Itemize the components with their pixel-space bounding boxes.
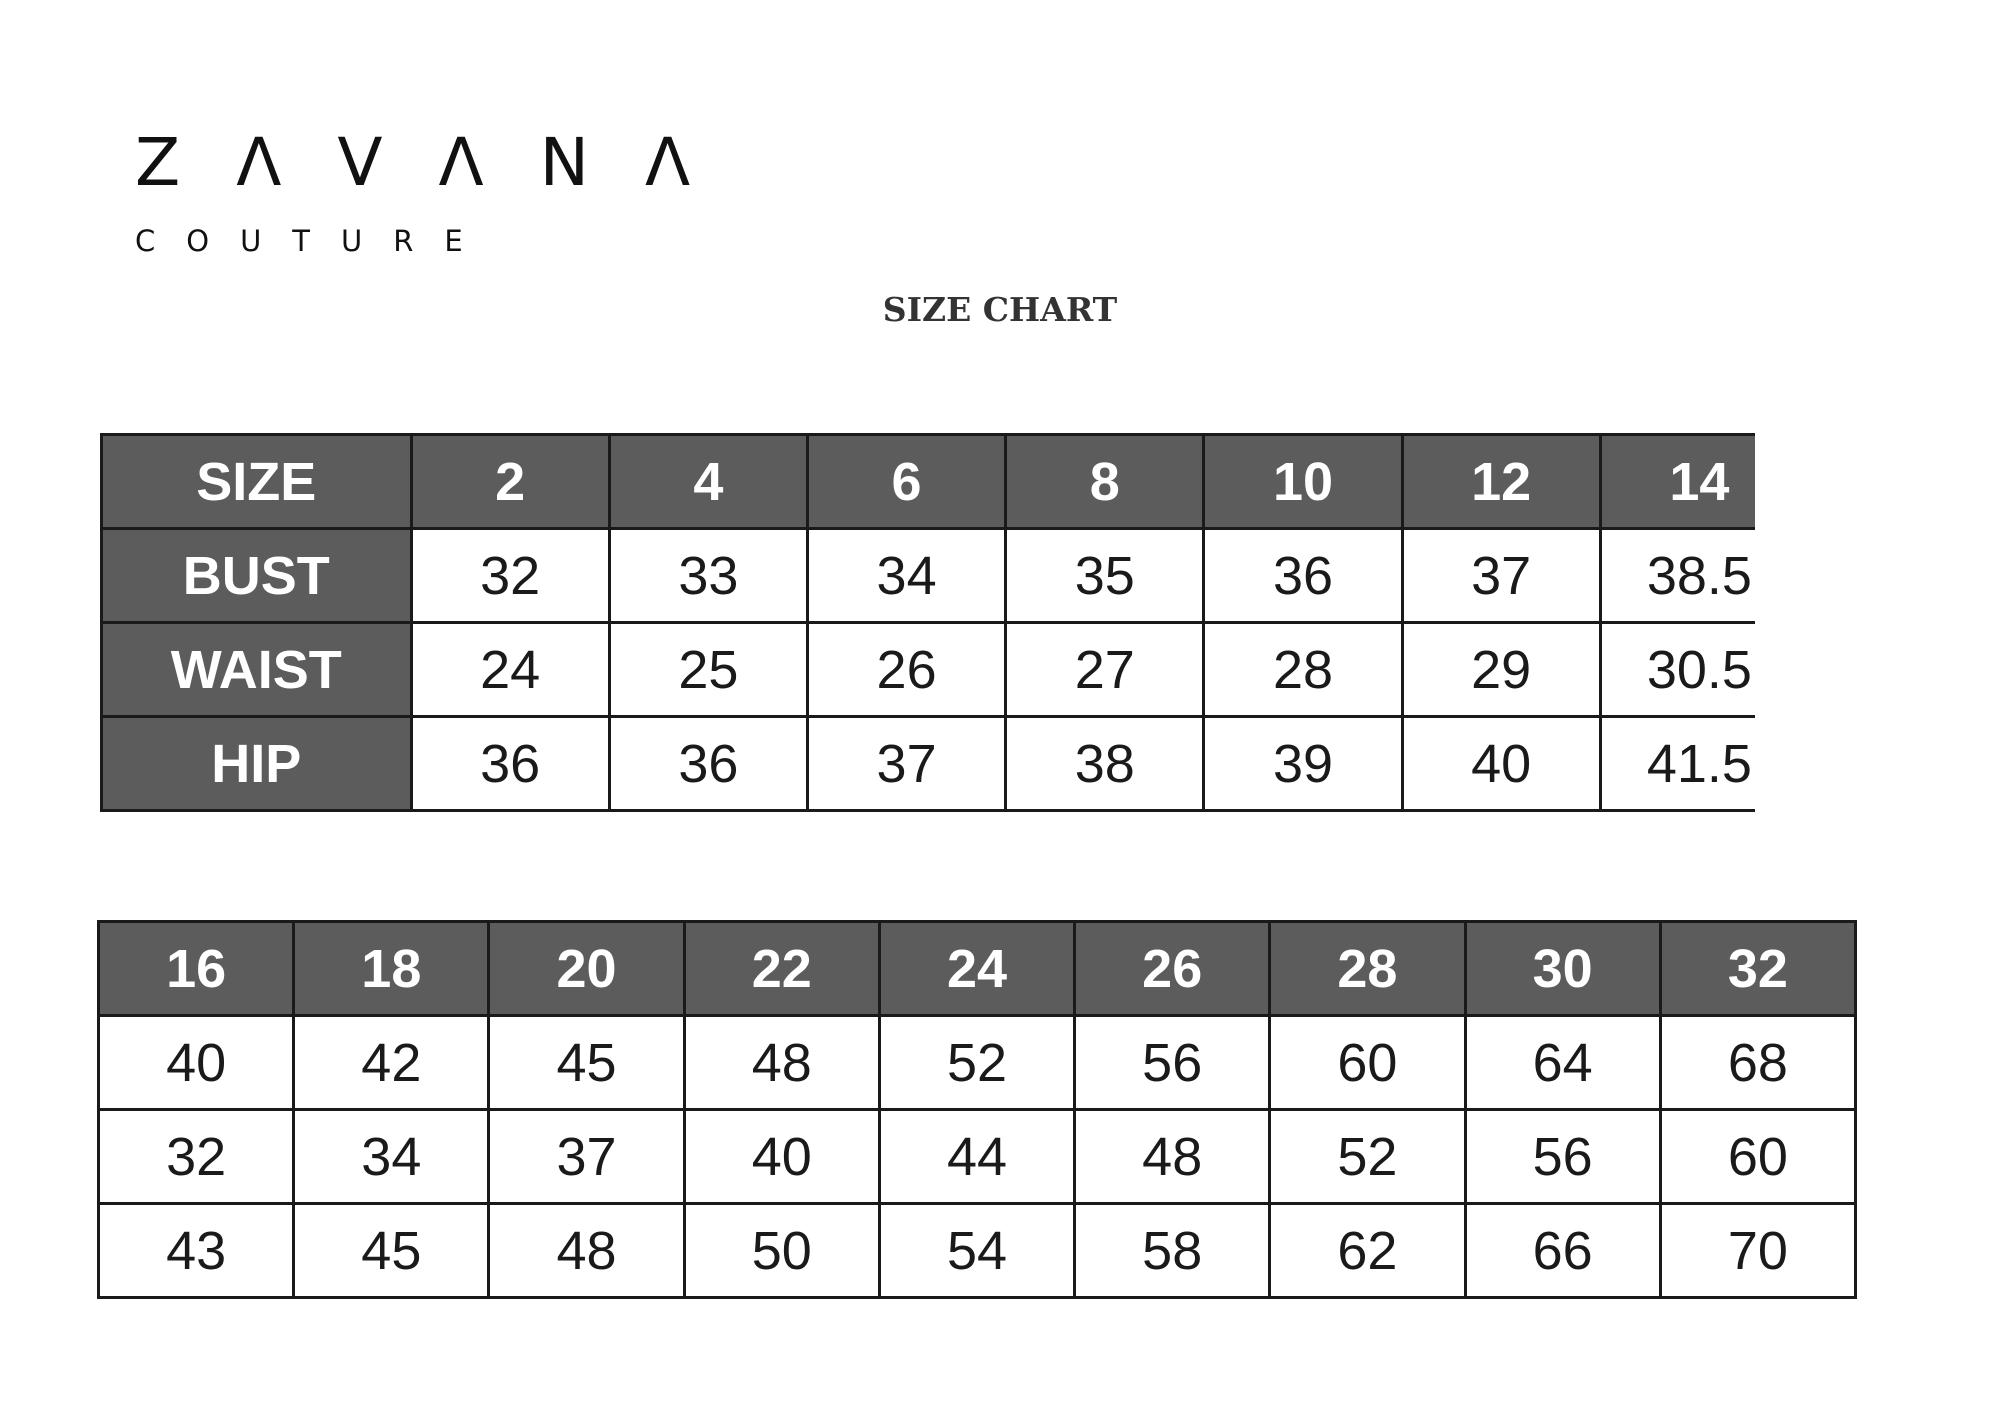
table-cell: 36	[1204, 529, 1402, 623]
table-cell: 30.5	[1600, 623, 1755, 717]
table-cell: 32	[99, 1110, 294, 1204]
table-cell: 56	[1075, 1016, 1270, 1110]
table-cell: 62	[1270, 1204, 1465, 1298]
table-cell: 36	[609, 717, 807, 811]
table-row	[99, 922, 1856, 1016]
table-cell: 45	[489, 1016, 684, 1110]
size-header-cell: 32	[1660, 922, 1855, 1016]
table-cell: 50	[684, 1204, 879, 1298]
table-cell: 28	[1204, 623, 1402, 717]
table-cell: 27	[1006, 623, 1204, 717]
table-cell: 52	[879, 1016, 1074, 1110]
size-header-cell: 24	[879, 922, 1074, 1016]
table-cell: 38	[1006, 717, 1204, 811]
table-row	[99, 1110, 1856, 1204]
brand-name: ZΛVΛNΛ	[135, 124, 747, 201]
size-header-cell: 6	[807, 435, 1005, 529]
table-cell: 64	[1465, 1016, 1660, 1110]
size-header-cell: 8	[1006, 435, 1204, 529]
size-table-1	[100, 433, 1755, 812]
row-label: SIZE	[102, 435, 412, 529]
table-cell: 26	[807, 623, 1005, 717]
table-cell: 37	[1402, 529, 1600, 623]
table-cell: 41.5	[1600, 717, 1755, 811]
table-cell: 40	[99, 1016, 294, 1110]
table-cell: 40	[1402, 717, 1600, 811]
table-row	[99, 1204, 1856, 1298]
brand-subtitle: COUTURE	[135, 224, 494, 258]
table-cell: 58	[1075, 1204, 1270, 1298]
size-table-2	[97, 920, 1857, 1299]
table-cell: 36	[411, 717, 609, 811]
table-cell: 48	[489, 1204, 684, 1298]
table-row	[102, 529, 1756, 623]
table-cell: 48	[684, 1016, 879, 1110]
table-row	[99, 1016, 1856, 1110]
table-cell: 33	[609, 529, 807, 623]
table-cell: 38.5	[1600, 529, 1755, 623]
table-cell: 52	[1270, 1110, 1465, 1204]
table-cell: 42	[294, 1016, 489, 1110]
table-cell: 56	[1465, 1110, 1660, 1204]
table-cell: 24	[411, 623, 609, 717]
size-header-cell: 30	[1465, 922, 1660, 1016]
row-label: HIP	[102, 717, 412, 811]
table-cell: 54	[879, 1204, 1074, 1298]
size-header-cell: 28	[1270, 922, 1465, 1016]
table-cell: 68	[1660, 1016, 1855, 1110]
size-header-cell: 26	[1075, 922, 1270, 1016]
table-cell: 70	[1660, 1204, 1855, 1298]
table-cell: 40	[684, 1110, 879, 1204]
table-cell: 60	[1270, 1016, 1465, 1110]
size-header-cell: 22	[684, 922, 879, 1016]
table-cell: 34	[294, 1110, 489, 1204]
size-header-cell: 2	[411, 435, 609, 529]
size-header-cell: 16	[99, 922, 294, 1016]
table-cell: 60	[1660, 1110, 1855, 1204]
size-header-cell: 14	[1600, 435, 1755, 529]
table-cell: 48	[1075, 1110, 1270, 1204]
table-cell: 44	[879, 1110, 1074, 1204]
table-cell: 37	[807, 717, 1005, 811]
size-header-cell: 18	[294, 922, 489, 1016]
size-header-cell: 20	[489, 922, 684, 1016]
table-cell: 35	[1006, 529, 1204, 623]
brand-logo	[135, 124, 747, 258]
row-label: BUST	[102, 529, 412, 623]
table-cell: 32	[411, 529, 609, 623]
size-header-cell: 4	[609, 435, 807, 529]
size-header-cell: 12	[1402, 435, 1600, 529]
table-cell: 34	[807, 529, 1005, 623]
table-cell: 43	[99, 1204, 294, 1298]
table-cell: 39	[1204, 717, 1402, 811]
table-row	[102, 435, 1756, 529]
table-cell: 29	[1402, 623, 1600, 717]
table-cell: 66	[1465, 1204, 1660, 1298]
table-cell: 37	[489, 1110, 684, 1204]
table-row	[102, 623, 1756, 717]
table-cell: 45	[294, 1204, 489, 1298]
table-cell: 25	[609, 623, 807, 717]
size-header-cell: 10	[1204, 435, 1402, 529]
table-row	[102, 717, 1756, 811]
row-label: WAIST	[102, 623, 412, 717]
page-title: SIZE CHART	[882, 290, 1118, 329]
